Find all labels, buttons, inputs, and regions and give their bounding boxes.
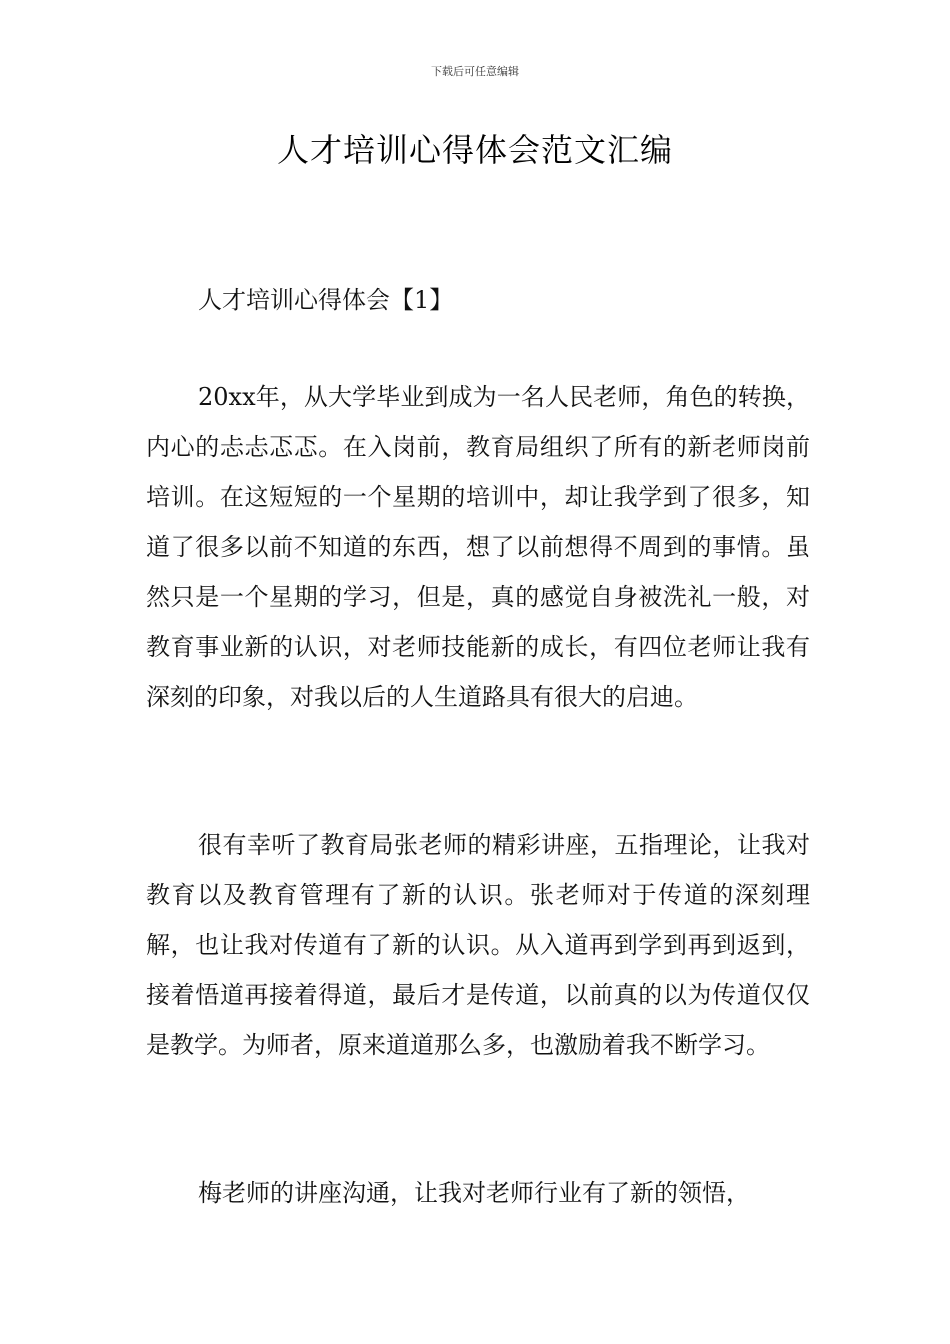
header-note: 下载后可任意编辑 bbox=[431, 65, 519, 78]
section-heading: 人才培训心得体会【1】 bbox=[198, 286, 454, 314]
paragraph-3: 梅老师的讲座沟通，让我对老师行业有了新的领悟， bbox=[198, 1179, 750, 1207]
paragraph-2: 很有幸听了教育局张老师的精彩讲座，五指理论，让我对教育以及教育管理有了新的认识。张老师对于传道的深刻理解，也让我对传道有了新的认识。从入道再到学到再到返到，接着悟道再接着得道，最后才是传道，以前真的以为传道仅仅是教学。为师者，原来道道那么多，也激励着我不断学习。 bbox=[146, 831, 810, 1059]
document-title: 人才培训心得体会范文汇编 bbox=[276, 131, 673, 169]
paragraph-1: 20xx年，从大学毕业到成为一名人民老师，角色的转换，内心的忐忐忑忑。在入岗前，教育局组织了所有的新老师岗前培训。在这短短的一个星期的培训中，却让我学到了很多，知道了很多以前不知道的东西，想了以前想得不周到的事情。虽然只是一个星期的学习，但是，真的感觉自身被洗礼一般，对教育事业新的认识，对老师技能新的成长，有四位老师让我有深刻的印象，对我以后的人生道路具有很大的启迪。 bbox=[146, 383, 810, 711]
